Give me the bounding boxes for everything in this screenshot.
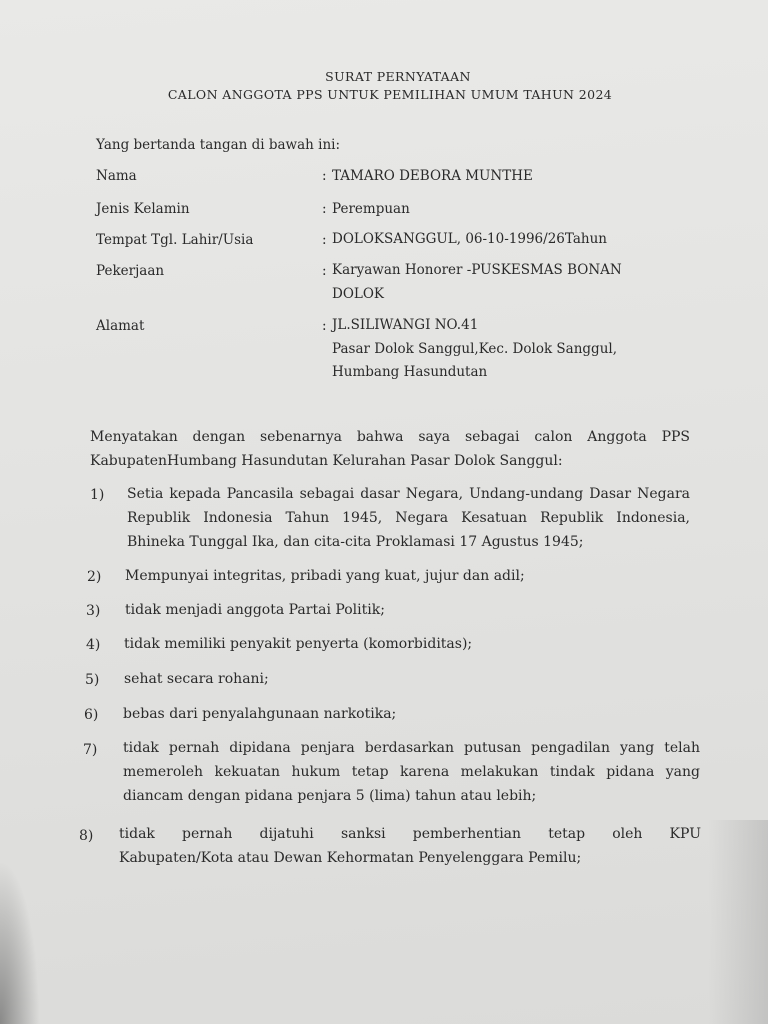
list-item-line: tidak pernah dipidana penjara berdasarkan putusan pengadilan yang telah: [123, 740, 700, 756]
statement-line2: KabupatenHumbang Hasundutan Kelurahan Pasar Dolok Sanggul:: [90, 453, 563, 469]
document-title: SURAT PERNYATAAN: [325, 69, 471, 84]
list-item-line: tidak memiliki penyakit penyerta (komorbiditas);: [124, 636, 473, 652]
list-item: [124, 632, 472, 656]
list-item-line: tidak menjadi anggota Partai Politik;: [125, 602, 385, 618]
item-number: 6): [84, 707, 99, 723]
list-item-line: memeroleh kekuatan hukum tetap karena melakukan tindak pidana yang: [123, 764, 700, 780]
item-number: 5): [85, 672, 100, 688]
field-label-jenis-kelamin: Jenis Kelamin: [96, 201, 190, 217]
field-label-nama: Nama: [96, 168, 137, 184]
list-item: [125, 598, 385, 622]
list-item-line: Setia kepada Pancasila sebagai dasar Negara, Undang-undang Dasar Negara: [127, 486, 690, 502]
field-colon-nama: :: [322, 168, 327, 184]
field-value-pekerjaan-line2: DOLOK: [332, 286, 385, 302]
list-item-line: tidak pernah dijatuhi sanksi pemberhentian tetap oleh KPU: [119, 826, 701, 842]
list-item-line: Bhineka Tunggal Ika, dan cita-cita Proklamasi 17 Agustus 1945;: [127, 534, 584, 550]
field-colon-jenis-kelamin: :: [322, 201, 327, 217]
page-shadow-right: [708, 820, 768, 1024]
item-number: 4): [86, 637, 101, 653]
field-value-ttl: DOLOKSANGGUL, 06-10-1996/26Tahun: [332, 231, 607, 247]
item-number: 8): [79, 828, 94, 844]
item-number: 1): [90, 487, 105, 503]
field-value-pekerjaan-line1: Karyawan Honorer -PUSKESMAS BONAN: [332, 262, 622, 278]
list-item-line: Kabupaten/Kota atau Dewan Kehormatan Penyelenggara Pemilu;: [119, 850, 582, 866]
field-value-alamat-line2: Pasar Dolok Sanggul,Kec. Dolok Sanggul,: [332, 341, 617, 357]
field-label-alamat: Alamat: [96, 318, 145, 334]
statement-line1: Menyatakan dengan sebenarnya bahwa saya sebagai calon Anggota PPS: [90, 429, 690, 445]
field-value-nama: TAMARO DEBORA MUNTHE: [332, 168, 533, 184]
page-shadow-left: [0, 860, 40, 1024]
list-item-line: sehat secara rohani;: [124, 671, 269, 687]
list-item-line: Republik Indonesia Tahun 1945, Negara Kesatuan Republik Indonesia,: [127, 510, 690, 526]
field-label-ttl: Tempat Tgl. Lahir/Usia: [96, 232, 254, 248]
field-value-alamat-line1: JL.SILIWANGI NO.41: [332, 317, 479, 333]
field-value-alamat-line3: Humbang Hasundutan: [332, 364, 488, 380]
list-item: [123, 702, 396, 726]
item-number: 2): [87, 569, 102, 585]
list-item-line: bebas dari penyalahgunaan narkotika;: [123, 706, 397, 722]
item-number: 7): [83, 742, 98, 758]
list-item: [125, 564, 525, 588]
field-value-jenis-kelamin: Perempuan: [332, 201, 410, 217]
list-item-line: diancam dengan pidana penjara 5 (lima) tahun atau lebih;: [123, 788, 537, 804]
field-colon-pekerjaan: :: [322, 263, 327, 279]
field-colon-alamat: :: [322, 318, 327, 334]
document-subtitle: CALON ANGGOTA PPS UNTUK PEMILIHAN UMUM TAHUN 2024: [167, 87, 613, 102]
list-item: [123, 736, 700, 808]
list-item: [127, 482, 690, 554]
list-item-line: Mempunyai integritas, pribadi yang kuat, jujur dan adil;: [125, 568, 525, 584]
item-number: 3): [86, 603, 101, 619]
field-colon-ttl: :: [322, 232, 327, 248]
intro-text: Yang bertanda tangan di bawah ini:: [96, 137, 341, 153]
field-label-pekerjaan: Pekerjaan: [96, 263, 165, 279]
list-item: [119, 822, 701, 870]
list-item: [124, 667, 269, 691]
